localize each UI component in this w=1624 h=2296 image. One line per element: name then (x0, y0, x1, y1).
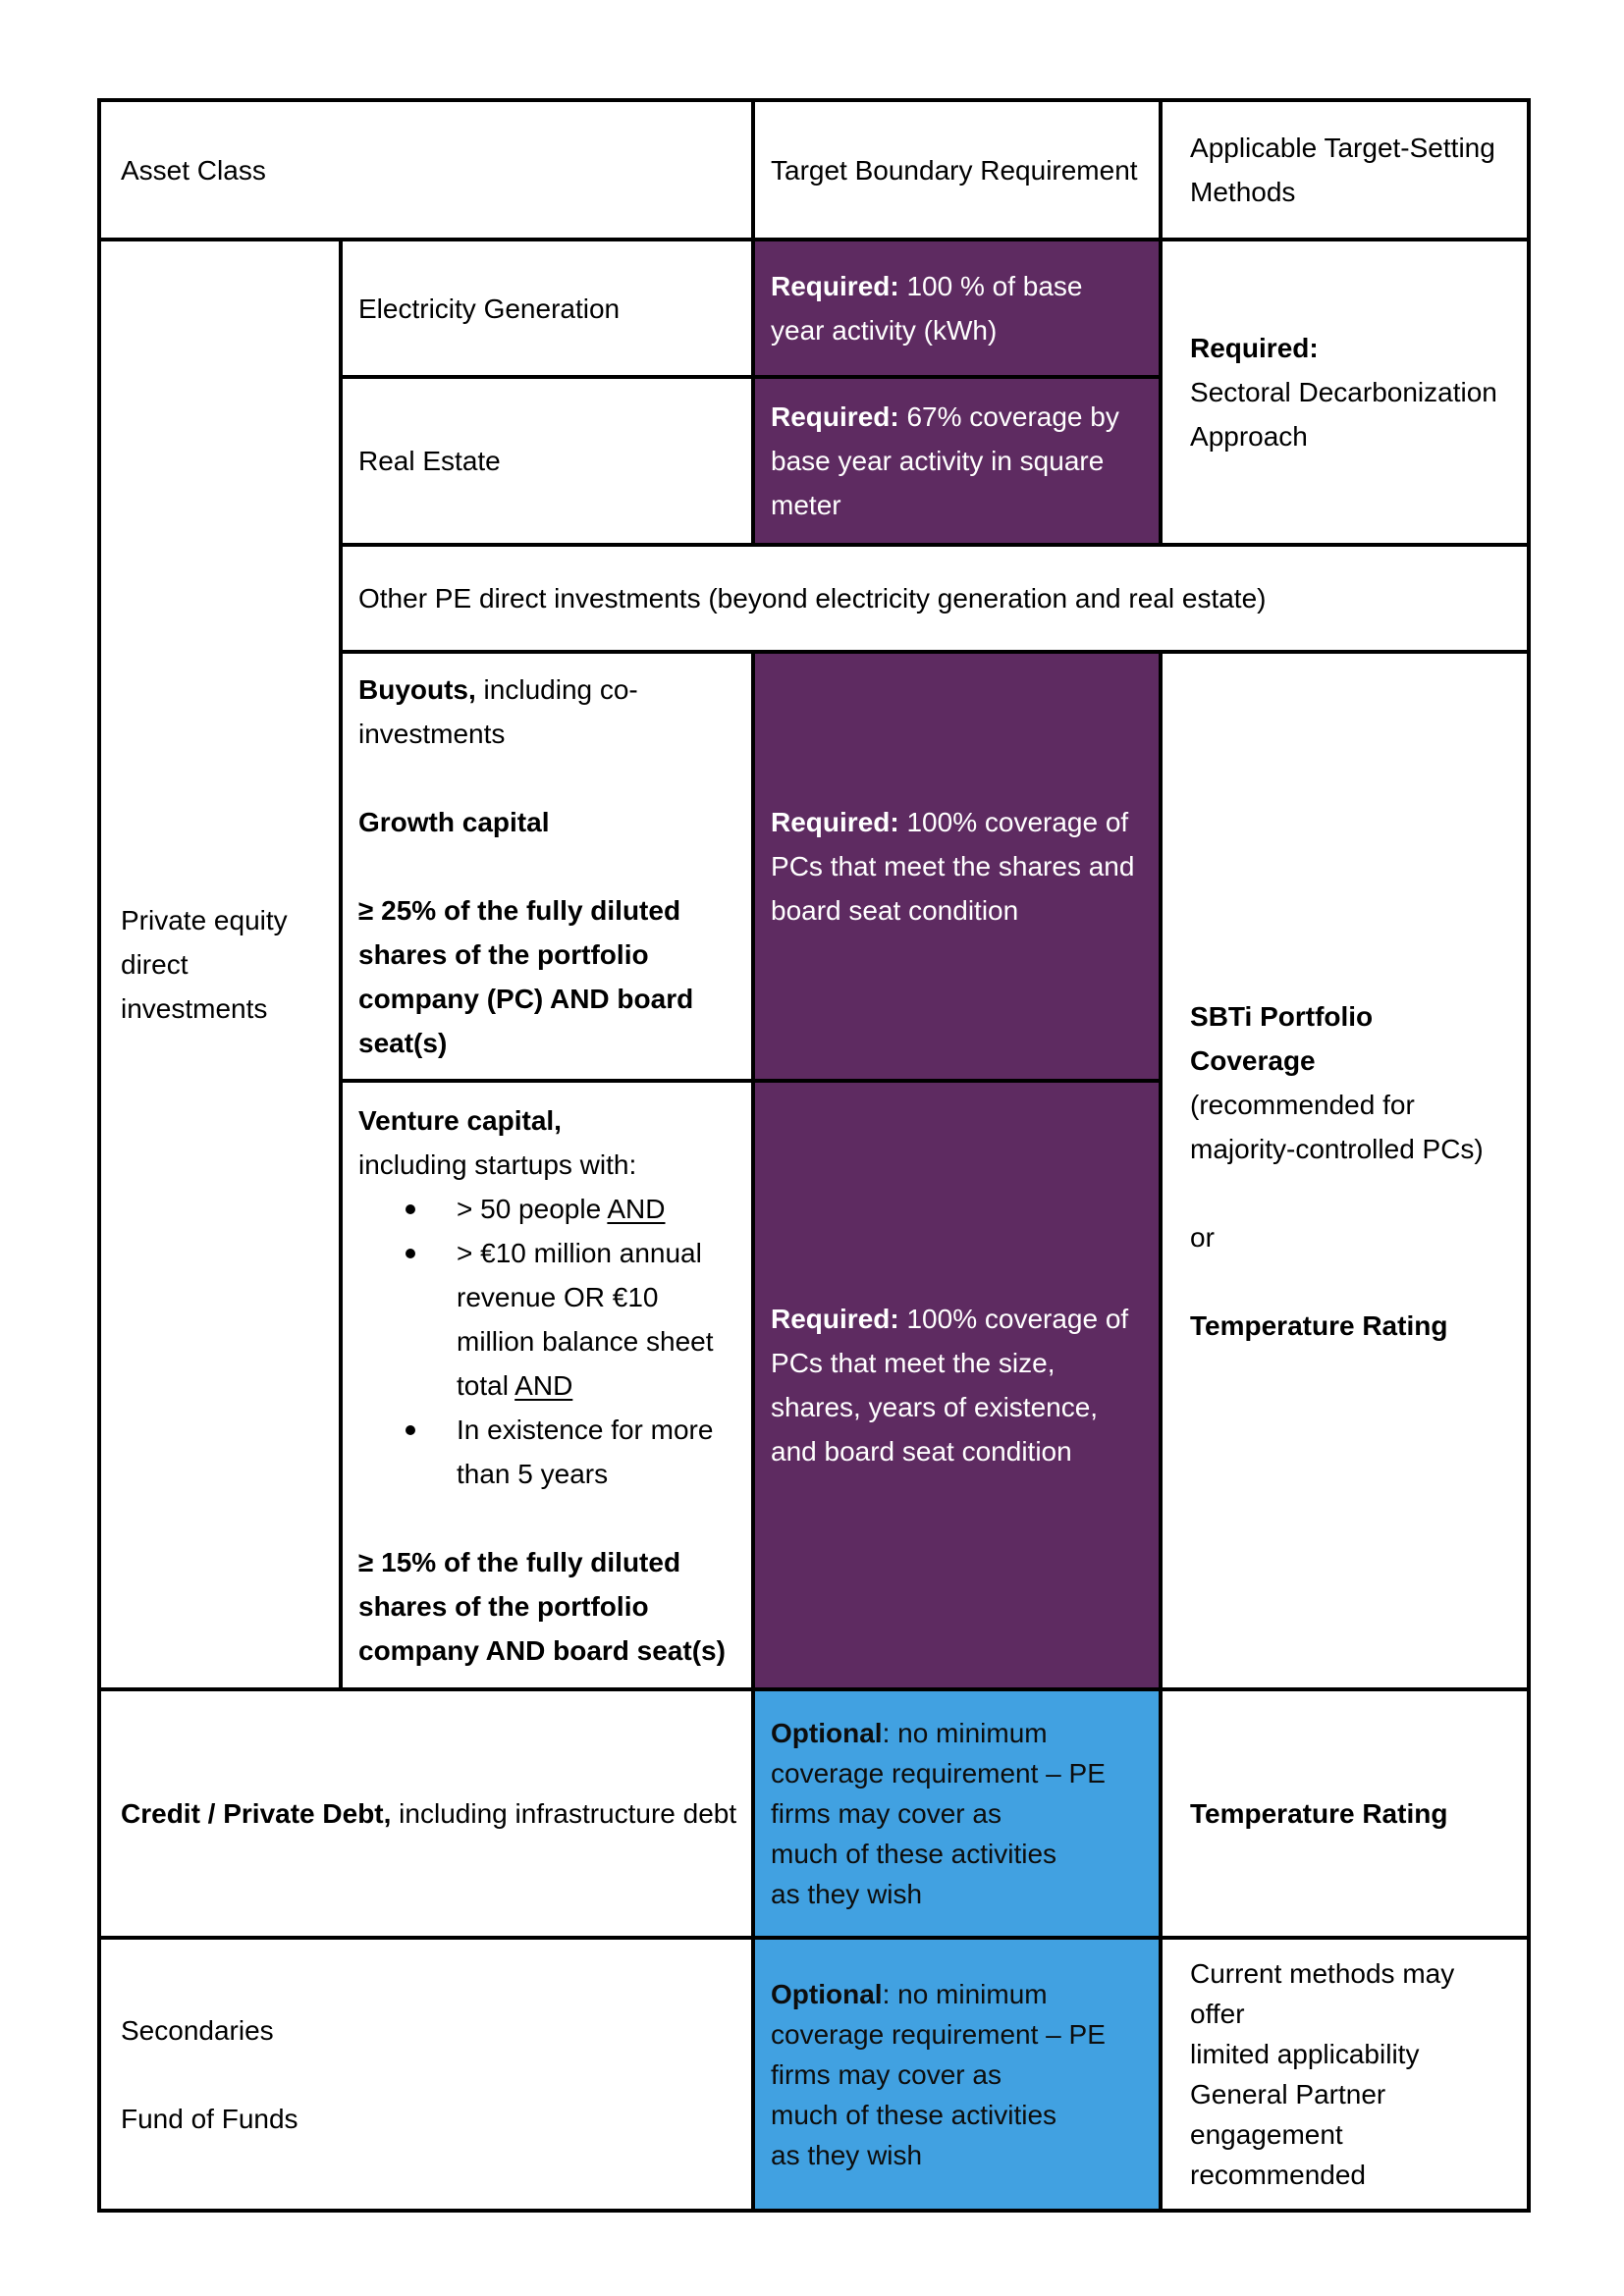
secondaries-method-line1: Current methods may offer (1190, 1958, 1455, 2029)
credit-optional-line4: much of these activities (771, 1839, 1057, 1869)
buyouts-paragraph-1 (358, 667, 733, 756)
sda-method-line2: Sectoral Decarbonization (1190, 377, 1497, 407)
cell-electricity-requirement (753, 240, 1161, 377)
electricity-label: Electricity Generation (358, 293, 621, 324)
secondaries-optional-bold: Optional (771, 1978, 883, 2009)
real-estate-req-rest: 67% coverage by base year activity in square meter (771, 401, 1119, 520)
cell-credit-optional (753, 1689, 1161, 1938)
credit-method-label: Temperature Rating (1190, 1798, 1448, 1829)
pe-label-line1: Private equity (121, 905, 288, 935)
venture-p1-rest: including startups with: (358, 1148, 637, 1180)
cell-secondaries-method (1161, 1938, 1529, 2211)
credit-optional-line2: coverage requirement – PE (771, 1758, 1106, 1789)
secondaries-optional-line5: as they wish (771, 2139, 923, 2170)
cell-buyouts-requirement (753, 652, 1161, 1081)
sda-method-required: Required: (1190, 333, 1319, 363)
secondaries-method-line4: engagement (1190, 2119, 1343, 2150)
secondaries-label: Secondaries (121, 2014, 274, 2046)
pe-label-line2: direct (121, 949, 189, 980)
secondaries-method-line2: limited applicability (1190, 2039, 1420, 2069)
credit-label (121, 1791, 737, 1836)
header-asset-class-label: Asset Class (121, 154, 266, 186)
cell-real-estate-requirement (753, 377, 1161, 545)
cell-pc-method (1161, 652, 1529, 1689)
real-estate-label: Real Estate (358, 446, 501, 476)
venture-bullet-list (358, 1187, 733, 1496)
cell-secondaries-label (99, 1938, 753, 2211)
row-secondaries (99, 1938, 1529, 2211)
electricity-req-rest: 100 % of base year activity (kWh) (771, 271, 1083, 346)
credit-optional-line1 (771, 1713, 1141, 1753)
row-credit (99, 1689, 1529, 1938)
venture-bullet-1-text: > 50 people (457, 1193, 608, 1224)
pc-method-or: or (1190, 1221, 1215, 1253)
credit-optional-line3: firms may cover as (771, 1798, 1001, 1829)
credit-optional-bold: Optional (771, 1718, 883, 1748)
credit-optional-line1-rest: : no minimum (882, 1718, 1048, 1748)
pc-method-note-line2: majority-controlled PCs) (1190, 1133, 1484, 1164)
header-target-boundary-label: Target Boundary Requirement (771, 154, 1138, 186)
buyouts-paragraph-2: Growth capital (358, 807, 550, 837)
buyouts-p1-bold: Buyouts, (358, 674, 476, 705)
cell-pe-group-label (99, 240, 341, 1689)
venture-req-bold: Required: (771, 1304, 899, 1334)
bullet-dot (406, 1204, 415, 1214)
cell-venture-label (341, 1081, 753, 1689)
buyouts-p1-rest: including co-investments (358, 674, 638, 749)
venture-p1-bold: Venture capital, (358, 1104, 562, 1136)
cell-other-pe (341, 545, 1529, 652)
secondaries-optional-line1-rest: : no minimum (882, 1978, 1048, 2009)
credit-label-bold: Credit / Private Debt, (121, 1798, 392, 1829)
bullet-dot (406, 1425, 415, 1435)
cell-buyouts-label (341, 652, 753, 1081)
pe-label-line3: investments (121, 993, 268, 1024)
row-electricity (99, 240, 1529, 377)
credit-optional-line5: as they wish (771, 1879, 923, 1909)
cell-real-estate-label (341, 377, 753, 545)
asset-class-table (97, 98, 1531, 2213)
electricity-req-bold: Required: (771, 271, 899, 301)
fund-of-funds-label: Fund of Funds (121, 2103, 298, 2134)
secondaries-optional-line3: firms may cover as (771, 2058, 1001, 2090)
secondaries-optional-line2: coverage requirement – PE (771, 2018, 1106, 2050)
buyouts-paragraph-3: ≥ 25% of the fully diluted shares of the portfolio company (PC) AND board seat(s) (358, 895, 694, 1058)
cell-credit-method (1161, 1689, 1529, 1938)
venture-bullet-3 (457, 1408, 728, 1496)
venture-bullet-2-text: > €10 million annual revenue OR €10 million balance sheet total (457, 1237, 714, 1401)
header-row (99, 100, 1529, 240)
cell-venture-requirement (753, 1081, 1161, 1689)
secondaries-method-line3: General Partner (1190, 2079, 1386, 2109)
secondaries-method-line5: recommended (1190, 2160, 1366, 2190)
secondaries-optional-line4: much of these activities (771, 2099, 1057, 2130)
credit-label-rest: including infrastructure debt (391, 1798, 737, 1829)
pc-method-name2: Temperature Rating (1190, 1309, 1448, 1341)
venture-bullet-2-underlined: AND (514, 1369, 573, 1401)
header-target-boundary (753, 100, 1161, 240)
venture-bullet-3-text: In existence for more than 5 years (457, 1414, 714, 1489)
venture-p3: ≥ 15% of the fully diluted shares of the portfolio company AND board seat(s) (358, 1546, 726, 1666)
real-estate-req-bold: Required: (771, 401, 899, 432)
pc-method-name1: SBTi Portfolio Coverage (1190, 1000, 1374, 1076)
cell-credit-label (99, 1689, 753, 1938)
pc-method-note-line1: (recommended for (1190, 1089, 1415, 1120)
buyouts-req-rest: 100% coverage of PCs that meet the shares and board seat condition (771, 807, 1135, 926)
bullet-dot (406, 1249, 415, 1258)
header-methods (1161, 100, 1529, 240)
venture-bullet-1 (457, 1187, 728, 1231)
buyouts-req-bold: Required: (771, 807, 899, 837)
sda-method-line3: Approach (1190, 421, 1308, 452)
cell-secondaries-optional (753, 1938, 1161, 2211)
cell-sda-method (1161, 240, 1529, 545)
venture-bullet-2 (457, 1231, 728, 1408)
header-methods-line2: Methods (1190, 177, 1296, 207)
venture-req-rest: 100% coverage of PCs that meet the size, shares, years of existence, and board seat condition (771, 1304, 1129, 1467)
secondaries-optional-line1 (771, 1974, 1141, 2014)
other-pe-label: Other PE direct investments (beyond electricity generation and real estate) (358, 583, 1267, 614)
header-asset-class (99, 100, 753, 240)
venture-bullet-1-underlined: AND (607, 1193, 666, 1224)
header-methods-line1: Applicable Target-Setting (1190, 133, 1495, 163)
cell-electricity-label (341, 240, 753, 377)
